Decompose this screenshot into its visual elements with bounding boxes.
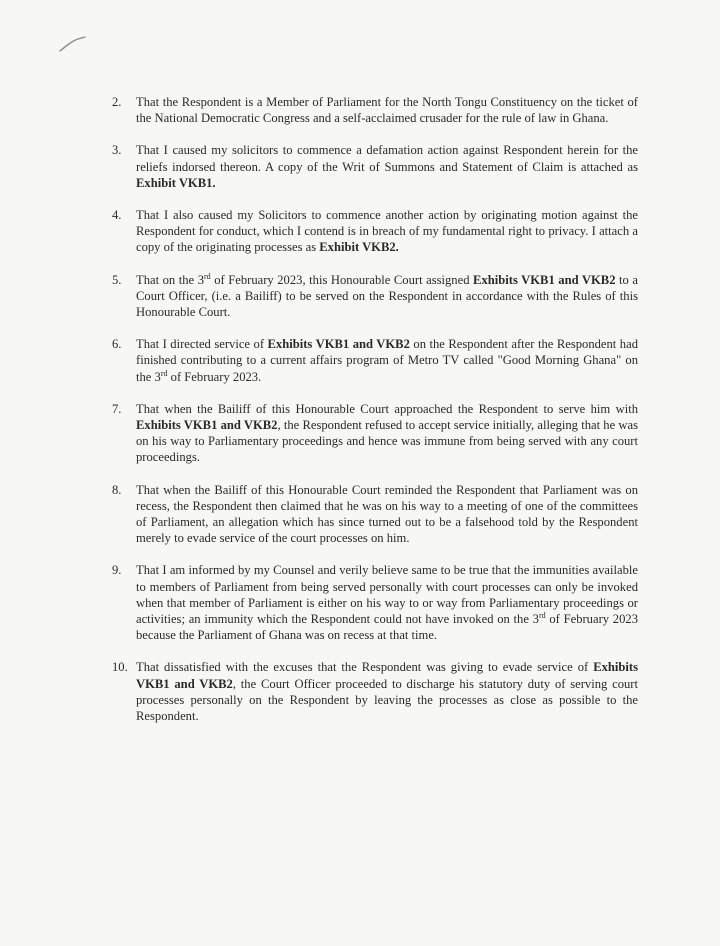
text-segment: That when the Bailiff of this Honourable Court approached the Respondent to serve him with <box>136 401 638 416</box>
paragraph-text <box>136 562 638 643</box>
text-segment: That I caused my solicitors to commence a defamation action against Respondent herein for the reliefs indorsed thereon. A copy of the Writ of Summons and Statement of Claim is attached as <box>136 143 638 174</box>
paragraph-text <box>136 482 638 547</box>
text-segment: , the Court Officer proceeded to discharge his statutory duty of serving court processes personally on the Respondent by leaving the processes as close as possible to the Respondent. <box>136 676 638 724</box>
bold-text: Exhibits VKB1 and VKB2 <box>267 337 410 352</box>
paragraph <box>112 142 638 191</box>
paragraph-text <box>136 659 638 724</box>
bold-text: Exhibits VKB1 and VKB2 <box>473 272 616 287</box>
text-segment: of February 2023. <box>167 369 262 384</box>
paragraph-number: 6. <box>112 337 122 352</box>
text-segment: to a Court Officer, (i.e. a Bailiff) to be served on the Respondent in accordance with the Rules of this Honourable Court. <box>136 272 638 320</box>
ordinal-suffix: rd <box>538 610 546 620</box>
paragraph-text <box>136 142 638 191</box>
pen-mark-icon <box>58 34 88 54</box>
paragraph <box>112 401 638 466</box>
paragraph-text <box>136 401 638 466</box>
text-segment: That I am informed by my Counsel and verily believe same to be true that the immunities available to members of Parliament from being served personally with court processes can only be invoked when that member of Parliament is either on his way to or way from Parliamentary proceedings or activities; an immunity which the Respondent could not have invoked on the 3 <box>136 563 638 627</box>
paragraph-text <box>136 207 638 256</box>
affidavit-paragraphs <box>112 94 638 740</box>
paragraph-number: 9. <box>112 563 122 578</box>
paragraph-text <box>136 272 638 321</box>
text-segment: That when the Bailiff of this Honourable Court reminded the Respondent that Parliament was on recess, the Respondent then claimed that he was on his way to a meeting of one of the committees of Parliament, an allegation which has since turned out to be a falsehood told by the Respondent merely to evade service of the court processes on him. <box>136 482 638 546</box>
paragraph-number: 7. <box>112 401 122 416</box>
text-segment: of February 2023 because the Parliament of Ghana was on recess at that time. <box>136 612 638 643</box>
bold-text: Exhibit VKB1. <box>136 175 216 190</box>
paragraph <box>112 272 638 321</box>
bold-text: Exhibits VKB1 and VKB2 <box>136 418 278 433</box>
paragraph <box>112 482 638 547</box>
paragraph-number: 5. <box>112 272 122 287</box>
text-segment: of February 2023, this Honourable Court assigned <box>210 272 474 287</box>
text-segment: That dissatisfied with the excuses that the Respondent was giving to evade service of <box>136 660 594 675</box>
paragraph <box>112 562 638 643</box>
paragraph <box>112 94 638 126</box>
paragraph <box>112 207 638 256</box>
paragraph <box>112 336 638 385</box>
text-segment: That I directed service of <box>136 337 268 352</box>
paragraph-number: 10. <box>112 660 128 675</box>
text-segment: , the Respondent refused to accept service initially, alleging that he was on his way to Parliamentary proceedings and hence was immune from being served with any court proceedings. <box>136 418 638 465</box>
ordinal-suffix: rd <box>204 271 211 281</box>
text-segment: That I also caused my Solicitors to commence another action by originating motion against the Respondent for conduct, which I contend is in breach of my fundamental right to privacy. I attach a copy of the originating processes as <box>136 208 638 255</box>
text-segment: That the Respondent is a Member of Parliament for the North Tongu Constituency on the ticket of the National Democratic Congress and a self-acclaimed crusader for the rule of law in Ghana. <box>136 95 638 126</box>
paragraph-number: 4. <box>112 208 122 223</box>
bold-text: Exhibit VKB2. <box>319 240 399 255</box>
ordinal-suffix: rd <box>160 368 168 378</box>
paragraph-text <box>136 336 638 385</box>
text-segment: on the Respondent after the Respondent had finished contributing to a current affairs program of Metro TV called "Good Morning Ghana" on the 3 <box>136 337 638 384</box>
bold-text: Exhibits VKB1 and VKB2 <box>136 660 638 691</box>
paragraph-number: 2. <box>112 95 122 109</box>
text-segment: That on the 3 <box>136 272 204 287</box>
paragraph <box>112 659 638 724</box>
paragraph-number: 8. <box>112 482 122 497</box>
paragraph-text <box>136 94 638 126</box>
paragraph-number: 3. <box>112 143 122 158</box>
